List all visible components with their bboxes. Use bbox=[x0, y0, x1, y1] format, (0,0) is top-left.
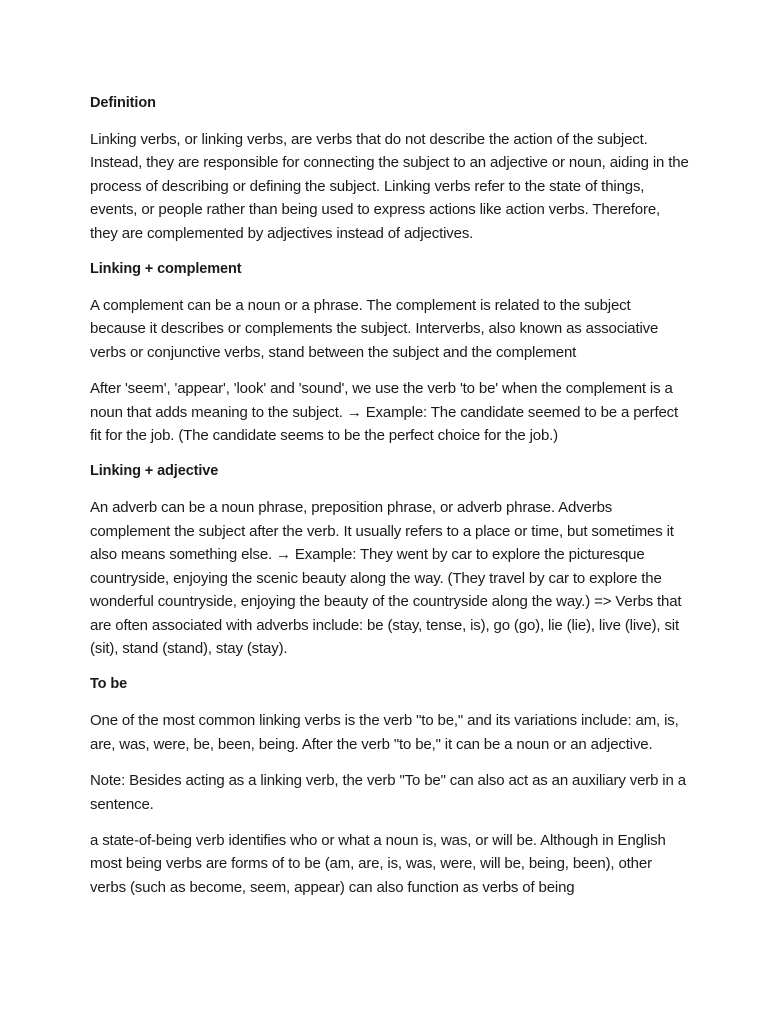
document-page bbox=[90, 92, 690, 912]
heading-linking-complement: Linking + complement bbox=[90, 261, 242, 278]
heading-linking-adjective: Linking + adjective bbox=[90, 463, 219, 480]
paragraph-state-of-being: a state-of-being verb identifies who or what a noun is, was, or will be. Although in English most being verbs are forms of to be (am, are, is, was, were, will be, being, been), other verbs (such as become, seem, appear) can also function as verbs of being bbox=[90, 831, 666, 896]
paragraph-to-be-1: One of the most common linking verbs is the verb "to be," and its variations include: am, is, are, was, were, be, been, being. After the verb "to be," it can be a noun or an adjective. bbox=[90, 712, 679, 753]
paragraph-complement-1: A complement can be a noun or a phrase. The complement is related to the subject because it describes or complements the subject. Interverbs, also known as associative verbs or conjunctive verbs, stand between the subject and the complement bbox=[90, 297, 659, 361]
paragraph-adjective: An adverb can be a noun phrase, preposition phrase, or adverb phrase. Adverbs complement the subject after the verb. It usually refers to a place or time, but sometimes it also means something else. → Example: They went by car to explore the picturesque countryside, enjoying the scenic beauty along the way. (They travel by car to explore the wonderful countryside, enjoying the beauty of the countryside along the way.) => Verbs that are often associated with adverbs include: be (stay, tense, is), go (go), lie (lie), live (live), sit (sit), stand (stand), stay (stay). bbox=[90, 499, 682, 657]
paragraph-definition: Linking verbs, or linking verbs, are verbs that do not describe the action of the subject. Instead, they are responsible for connecting the subject to an adjective or noun, aiding in the process of describing or defining the subject. Linking verbs refer to the state of things, events, or people rather than being used to express actions like action verbs. Therefore, they are complemented by adjectives instead of adjectives. bbox=[90, 131, 689, 242]
paragraph-complement-2: After 'seem', 'appear', 'look' and 'sound', we use the verb 'to be' when the complement is a noun that adds meaning to the subject. → Example: The candidate seemed to be a perfect fit for the job. (The candidate seems to be the perfect choice for the job.) bbox=[90, 380, 679, 445]
heading-definition: Definition bbox=[90, 95, 156, 111]
heading-to-be: To be bbox=[90, 676, 128, 693]
paragraph-to-be-note: Note: Besides acting as a linking verb, the verb "To be" can also act as an auxiliary verb in a sentence. bbox=[90, 772, 686, 813]
